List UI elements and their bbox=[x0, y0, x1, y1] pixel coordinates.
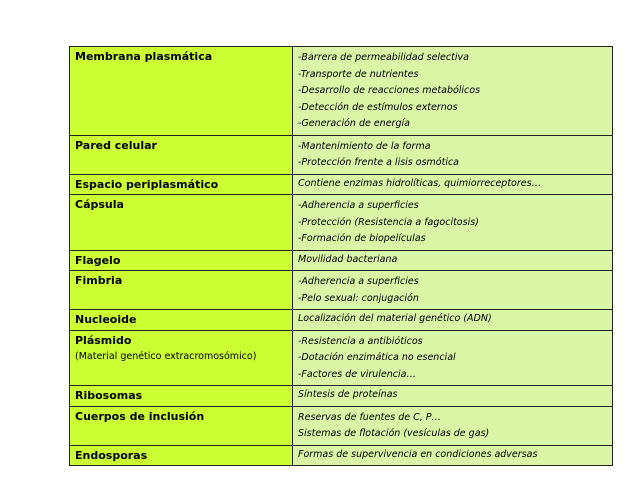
structure-name: Nucleoide bbox=[75, 313, 137, 326]
function-cell bbox=[293, 386, 613, 407]
structure-cell bbox=[70, 271, 293, 310]
structure-cell bbox=[70, 386, 293, 407]
function-line: Reservas de fuentes de C, P… bbox=[298, 411, 442, 423]
structure-cell bbox=[70, 445, 293, 466]
function-line: Sistemas de flotación (vesículas de gas) bbox=[298, 428, 490, 439]
function-cell bbox=[293, 174, 613, 195]
structure-cell bbox=[70, 406, 293, 445]
table-row bbox=[70, 271, 613, 310]
function-line: -Pelo sexual: conjugación bbox=[298, 292, 419, 304]
table-row bbox=[70, 250, 613, 271]
structure-cell bbox=[70, 195, 293, 251]
function-cell bbox=[293, 406, 613, 445]
structure-name: Ribosomas bbox=[75, 389, 143, 402]
table-body bbox=[70, 47, 613, 466]
function-cell bbox=[293, 250, 613, 271]
function-line: -Barrera de permeabilidad selectiva bbox=[298, 52, 469, 63]
structure-subtitle: (Material genético extracromosómico) bbox=[75, 350, 257, 362]
function-line: -Resistencia a antibióticos bbox=[298, 335, 423, 347]
structure-name: Cápsula bbox=[75, 198, 124, 211]
structure-name: Fimbria bbox=[75, 274, 123, 287]
function-line: Movilidad bacteriana bbox=[298, 253, 398, 265]
structure-name: Pared celular bbox=[75, 138, 157, 152]
function-line: -Transporte de nutrientes bbox=[298, 68, 419, 80]
function-line: -Protección frente a lisis osmótica bbox=[298, 157, 460, 168]
function-line: -Detección de estímulos externos bbox=[298, 101, 458, 113]
function-cell bbox=[293, 310, 613, 331]
table-row bbox=[70, 47, 613, 136]
structure-cell bbox=[70, 135, 293, 174]
function-line: Localización del material genético (ADN) bbox=[298, 313, 492, 324]
function-line: -Adherencia a superficies bbox=[298, 200, 419, 211]
function-line: -Desarrollo de reacciones metabólicos bbox=[298, 85, 481, 96]
table-row bbox=[70, 174, 613, 195]
function-line: -Protección (Resistencia a fagocitosis) bbox=[298, 216, 479, 228]
function-line: -Generación de energía bbox=[298, 118, 410, 129]
table-row bbox=[70, 406, 613, 445]
structures-table bbox=[69, 46, 613, 466]
table-row bbox=[70, 310, 613, 331]
function-cell bbox=[293, 445, 613, 466]
structure-cell bbox=[70, 174, 293, 195]
function-line: -Adherencia a superficies bbox=[298, 276, 419, 287]
function-cell bbox=[293, 135, 613, 174]
function-line: Formas de supervivencia en condiciones adversas bbox=[298, 448, 538, 460]
function-cell bbox=[293, 330, 613, 386]
structure-cell bbox=[70, 250, 293, 271]
table-row bbox=[70, 330, 613, 386]
table-row bbox=[70, 195, 613, 251]
table-row bbox=[70, 386, 613, 407]
table-row bbox=[70, 445, 613, 466]
structure-cell bbox=[70, 330, 293, 386]
structure-name: Endosporas bbox=[75, 448, 148, 462]
function-line: Síntesis de proteínas bbox=[298, 389, 398, 400]
function-line: -Mantenimiento de la forma bbox=[298, 140, 431, 152]
structure-name: Flagelo bbox=[75, 253, 121, 267]
structure-cell bbox=[70, 310, 293, 331]
structure-name: Membrana plasmática bbox=[75, 50, 213, 63]
structure-name: Cuerpos de inclusión bbox=[75, 409, 205, 423]
function-cell bbox=[293, 47, 613, 136]
function-line: -Dotación enzimática no esencial bbox=[298, 352, 456, 363]
structure-name: Plásmido bbox=[75, 333, 132, 347]
function-cell bbox=[293, 271, 613, 310]
structure-cell bbox=[70, 47, 293, 136]
function-line: -Factores de virulencia… bbox=[298, 368, 416, 380]
function-line: Contiene enzimas hidrolíticas, quimiorreceptores… bbox=[298, 177, 542, 189]
function-line: -Formación de biopelículas bbox=[298, 233, 426, 244]
function-cell bbox=[293, 195, 613, 251]
table-row bbox=[70, 135, 613, 174]
structure-name: Espacio periplasmático bbox=[75, 177, 219, 191]
